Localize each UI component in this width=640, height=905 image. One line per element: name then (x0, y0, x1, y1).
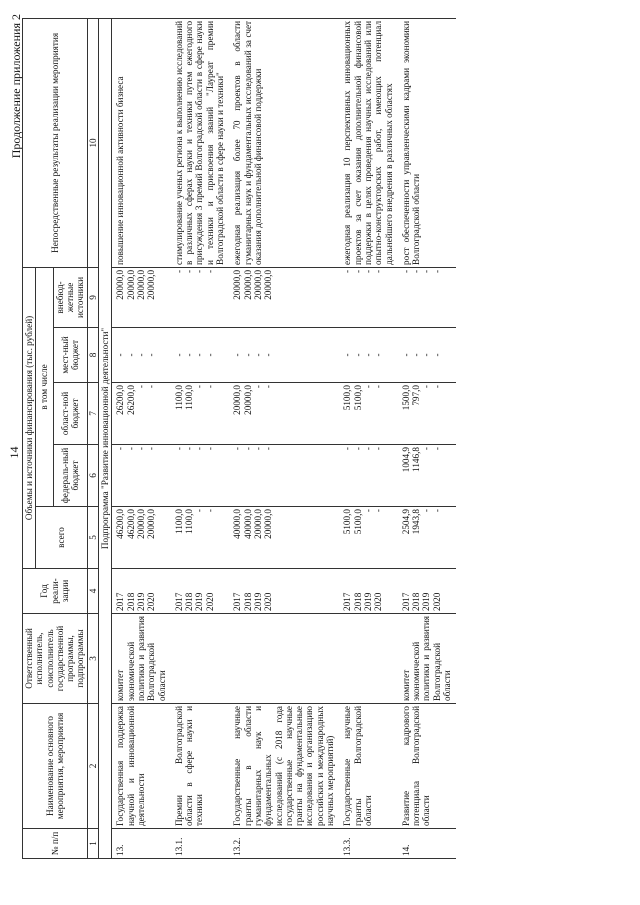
col-num: 5 (87, 507, 98, 569)
table-row (339, 18, 397, 858)
row-total: 46200,0 46200,0 20000,0 20000,0 (112, 507, 171, 569)
subprogram-row (99, 18, 112, 858)
row-name: Премии Волгоградской области в сфере науки и техники (171, 704, 229, 829)
header-number: № п/п (23, 829, 88, 859)
header-total: всего (36, 507, 87, 569)
financing-table (22, 18, 456, 859)
table-row (229, 18, 339, 858)
row-local: - - - - (112, 328, 171, 383)
header-results: Непосредственные результаты реализации мероприятия (23, 18, 88, 267)
row-total: 2504,9 1943,8 - - (398, 507, 456, 569)
row-federal: 1004,9 1146,8 - - (398, 445, 456, 507)
row-federal: - - - - (339, 445, 397, 507)
subprogram-title: Подпрограмма "Развитие инновационной деятельности" (99, 18, 112, 858)
row-name: Развитие кадрового потенциала Волгоградской области (398, 704, 456, 829)
row-years: 2017 2018 2019 2020 (398, 569, 456, 614)
col-num: 8 (87, 328, 98, 383)
row-years: 2017 2018 2019 2020 (229, 569, 339, 614)
header-federal: федераль-ный бюджет (53, 445, 87, 507)
row-number: 13.3. (339, 829, 397, 859)
row-extra: 20000,0 20000,0 20000,0 20000,0 (112, 267, 171, 327)
header-extra: внебюд-жетные источники (53, 267, 87, 327)
row-regional: 1100,0 1100,0 - - (171, 383, 229, 445)
column-numbers-row (87, 18, 98, 858)
row-executor: комитет экономической политики и развития Волгоградской области (112, 614, 171, 704)
header-regional: област-ной бюджет (53, 383, 87, 445)
row-result: рост обеспеченности управленческими кадрами экономики Волгоградской области (398, 18, 456, 267)
col-num: 6 (87, 445, 98, 507)
row-name: Государственные научные гранты Волгоградской области (339, 704, 397, 829)
header-name: Наименование основного мероприятия, мероприятия (23, 704, 88, 829)
row-local: - - - - (171, 328, 229, 383)
table-row (171, 18, 229, 858)
row-federal: - - - - (229, 445, 339, 507)
row-extra: - - - - (171, 267, 229, 327)
row-regional: 5100,0 5100,0 - - (339, 383, 397, 445)
row-extra: 20000,0 20000,0 20000,0 20000,0 (229, 267, 339, 327)
table-row (112, 18, 171, 858)
row-regional: 20000,0 20000,0 - - (229, 383, 339, 445)
row-result: ежегодная реализация более 70 проектов в области гуманитарных наук и фундаментальных исследований за счет оказания дополнительной финансовой поддержки (229, 18, 339, 267)
row-number: 14. (398, 829, 456, 859)
row-total: 5100,0 5100,0 - - (339, 507, 397, 569)
row-number: 13. (112, 829, 171, 859)
page-number: 14 (7, 446, 21, 459)
col-num: 4 (87, 569, 98, 614)
header-incl: в том числе (36, 267, 54, 506)
row-extra: - - - - (398, 267, 456, 327)
row-years: 2017 2018 2019 2020 (339, 569, 397, 614)
row-executor (339, 614, 397, 704)
header-local: мест-ный бюджет (53, 328, 87, 383)
row-years: 2017 2018 2019 2020 (112, 569, 171, 614)
header-year: Год реали-зации (23, 569, 88, 614)
row-regional: 1500,0 797,0 - - (398, 383, 456, 445)
row-total: 40000,0 40000,0 20000,0 20000,0 (229, 507, 339, 569)
table-row (398, 18, 456, 858)
col-num: 1 (87, 829, 98, 859)
continuation-label: Продолжение приложения 2 (9, 14, 23, 159)
header-executor: Ответственный исполнитель, соисполнитель государственной программы, подпрограммы (23, 614, 88, 704)
col-num: 7 (87, 383, 98, 445)
row-extra: - - - - (339, 267, 397, 327)
header-volumes: Объемы и источники финансирования (тыс. рублей) (23, 267, 36, 568)
row-federal: - - - - (171, 445, 229, 507)
col-num: 2 (87, 704, 98, 829)
row-result: стимулирование ученых региона к выполнению исследований в различных сферах науки и техники путем ежегодного присуждения 3 премий Волгоградской области в сфере науки и техники и присвоения званий "Лауреат премии Волгоградской области в сфере науки и техники" (171, 18, 229, 267)
col-num: 10 (87, 18, 98, 267)
row-executor (171, 614, 229, 704)
col-num: 9 (87, 267, 98, 327)
row-total: 1100,0 1100,0 - - (171, 507, 229, 569)
row-number: 13.2. (229, 829, 339, 859)
col-num: 3 (87, 614, 98, 704)
row-executor: комитет экономической политики и развития Волгоградской области (398, 614, 456, 704)
row-result: ежегодная реализация 10 перспективных инновационных проектов за счет оказания дополнительной финансовой поддержки в целях проведения научных исследований или опытно-конструкторских работ, имеющих потенциал дальнейшего внедрения в различных областях (339, 18, 397, 267)
row-regional: 26200,0 26200,0 - - (112, 383, 171, 445)
row-executor (229, 614, 339, 704)
row-local: - - - - (229, 328, 339, 383)
row-number: 13.1. (171, 829, 229, 859)
row-federal: - - - - (112, 445, 171, 507)
row-result: повышение инновационной активности бизнеса (112, 18, 171, 267)
row-name: Государственные научные гранты в области гуманитарных наук и фундаментальных исследований (с 2018 года государственные научные гранты на фундаментальные исследования и организацию российских и международных научных мероприятий) (229, 704, 339, 829)
row-local: - - - - (398, 328, 456, 383)
row-years: 2017 2018 2019 2020 (171, 569, 229, 614)
row-name: Государственная поддержка научной и инновационной деятельности (112, 704, 171, 829)
row-local: - - - - (339, 328, 397, 383)
